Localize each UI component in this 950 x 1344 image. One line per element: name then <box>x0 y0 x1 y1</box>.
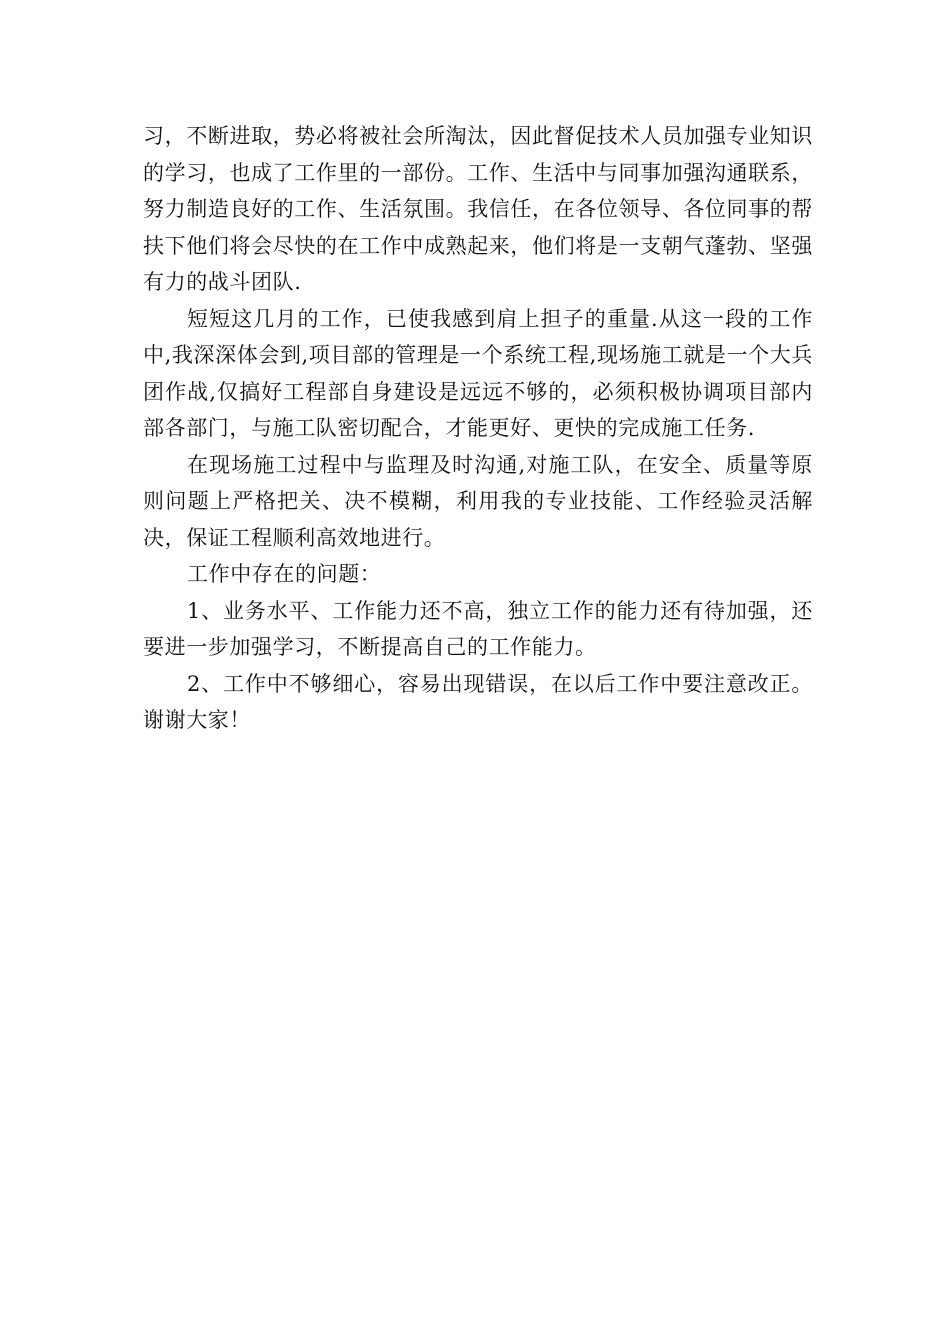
document-body <box>143 118 813 739</box>
paragraph-continuation: 习，不断进取，势必将被社会所淘汰，因此督促技术人员加强专业知识的学习，也成了工作里的一部份。工作、生活中与同事加强沟通联系，努力制造良好的工作、生活氛围。我信任，在各位领导、各位同事的帮扶下他们将会尽快的在工作中成熟起来，他们将是一支朝气蓬勃、坚强有力的战斗团队. <box>143 124 813 294</box>
paragraph-problem-2: 2、工作中不够细心，容易出现错误，在以后工作中要注意改正。谢谢大家！ <box>143 671 813 732</box>
paragraph-problems-heading: 工作中存在的问题： <box>187 562 382 586</box>
paragraph-problem-1: 1、业务水平、工作能力还不高，独立工作的能力还有待加强，还要进一步加强学习，不断提高自己的工作能力。 <box>143 598 813 659</box>
paragraph-work-reflection: 短短这几月的工作，已使我感到肩上担子的重量.从这一段的工作中,我深深体会到,项目部的管理是一个系统工程,现场施工就是一个大兵团作战,仅搞好工程部自身建设是远远不够的，必须积极协调项目部内部各部门，与施工队密切配合，才能更好、更快的完成施工任务. <box>143 306 813 440</box>
paragraph-site-construction: 在现场施工过程中与监理及时沟通,对施工队，在安全、质量等原则问题上严格把关、决不模糊，利用我的专业技能、工作经验灵活解决，保证工程顺利高效地进行。 <box>143 452 813 550</box>
